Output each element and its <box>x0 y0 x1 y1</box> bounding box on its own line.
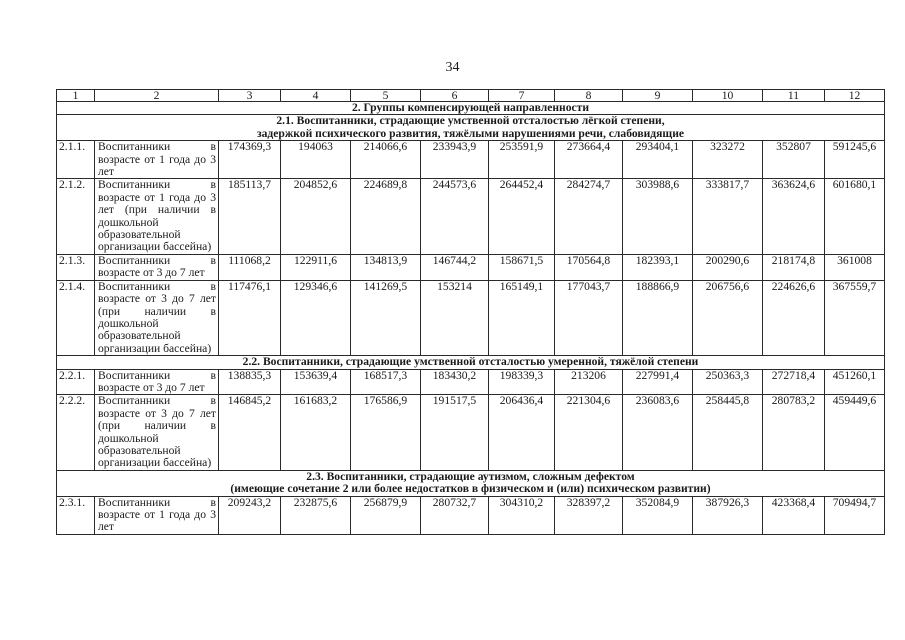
cost-value-cell: 183430,2 <box>421 369 489 395</box>
column-number: 4 <box>281 90 351 102</box>
table-row <box>57 141 885 179</box>
cost-table <box>56 89 885 535</box>
cost-value-cell: 273664,4 <box>555 141 623 179</box>
cost-value-cell: 209243,2 <box>219 496 281 534</box>
row-description: Воспитанники в возрасте от 3 до 7 лет <box>95 254 219 280</box>
cost-value-cell: 165149,1 <box>489 280 555 355</box>
column-number: 10 <box>693 90 763 102</box>
table-row <box>57 369 885 395</box>
cost-value-cell: 224626,6 <box>763 280 825 355</box>
table-row <box>57 496 885 534</box>
column-number: 12 <box>825 90 885 102</box>
cost-value-cell: 168517,3 <box>351 369 421 395</box>
cost-value-cell: 170564,8 <box>555 254 623 280</box>
cost-value-cell: 177043,7 <box>555 280 623 355</box>
cost-value-cell: 352807 <box>763 141 825 179</box>
cost-value-cell: 204852,6 <box>281 179 351 254</box>
row-code: 2.1.3. <box>57 254 95 280</box>
cost-value-cell: 304310,2 <box>489 496 555 534</box>
section-heading-row <box>57 470 885 496</box>
row-description: Воспитанники в возрасте от 3 до 7 лет (при наличии в дошкольной образовательной организации бассейна) <box>95 395 219 470</box>
column-number: 2 <box>95 90 219 102</box>
cost-value-cell: 206756,6 <box>693 280 763 355</box>
section-heading-row <box>57 115 885 141</box>
cost-value-cell: 194063 <box>281 141 351 179</box>
column-number: 6 <box>421 90 489 102</box>
cost-value-cell: 591245,6 <box>825 141 885 179</box>
cost-value-cell: 182393,1 <box>623 254 693 280</box>
row-code: 2.3.1. <box>57 496 95 534</box>
row-code: 2.1.1. <box>57 141 95 179</box>
section-heading: 2. Группы компенсирующей направленности <box>57 102 885 115</box>
cost-value-cell: 200290,6 <box>693 254 763 280</box>
cost-value-cell: 236083,6 <box>623 395 693 470</box>
cost-value-cell: 264452,4 <box>489 179 555 254</box>
section-heading-line: 2.1. Воспитанники, страдающие умственной отсталостью лёгкой степени, <box>276 114 665 128</box>
cost-value-cell: 174369,3 <box>219 141 281 179</box>
table-row <box>57 254 885 280</box>
cost-value-cell: 227991,4 <box>623 369 693 395</box>
column-number-row <box>57 90 885 102</box>
cost-value-cell: 153214 <box>421 280 489 355</box>
cost-value-cell: 233943,9 <box>421 141 489 179</box>
section-heading <box>57 115 885 141</box>
table-row <box>57 179 885 254</box>
row-description: Воспитанники в возрасте от 3 до 7 лет <box>95 369 219 395</box>
cost-value-cell: 224689,8 <box>351 179 421 254</box>
section-heading-line: 2.3. Воспитанники, страдающие аутизмом, сложным дефектом <box>306 470 635 483</box>
cost-value-cell: 221304,6 <box>555 395 623 470</box>
cost-value-cell: 244573,6 <box>421 179 489 254</box>
cost-value-cell: 134813,9 <box>351 254 421 280</box>
cost-value-cell: 387926,3 <box>693 496 763 534</box>
table-row <box>57 280 885 355</box>
cost-value-cell: 250363,3 <box>693 369 763 395</box>
section-heading: 2.2. Воспитанники, страдающие умственной отсталостью умеренной, тяжёлой степени <box>57 356 885 369</box>
cost-value-cell: 161683,2 <box>281 395 351 470</box>
cost-value-cell: 709494,7 <box>825 496 885 534</box>
row-description: Воспитанники в возрасте от 3 до 7 лет (при наличии в дошкольной образовательной организации бассейна) <box>95 280 219 355</box>
row-description: Воспитанники в возрасте от 1 года до 3 лет <box>95 496 219 534</box>
cost-value-cell: 176586,9 <box>351 395 421 470</box>
table-body <box>57 90 885 535</box>
section-heading-line: задержкой психического развития, тяжёлыми нарушениями речи, слабовидящие <box>256 126 685 140</box>
cost-value-cell: 272718,4 <box>763 369 825 395</box>
section-heading-line: (имеющие сочетание 2 или более недостатков в физическом и (или) психическом развитии) <box>230 482 711 496</box>
column-number: 1 <box>57 90 95 102</box>
cost-value-cell: 328397,2 <box>555 496 623 534</box>
cost-value-cell: 218174,8 <box>763 254 825 280</box>
cost-value-cell: 129346,6 <box>281 280 351 355</box>
cost-value-cell: 138835,3 <box>219 369 281 395</box>
row-code: 2.2.2. <box>57 395 95 470</box>
cost-value-cell: 323272 <box>693 141 763 179</box>
row-description: Воспитанники в возрасте от 1 года до 3 лет <box>95 141 219 179</box>
cost-value-cell: 284274,7 <box>555 179 623 254</box>
row-description: Воспитанники в возрасте от 1 года до 3 лет (при наличии в дошкольной образовательной организации бассейна) <box>95 179 219 254</box>
cost-value-cell: 122911,6 <box>281 254 351 280</box>
column-number: 3 <box>219 90 281 102</box>
column-number: 8 <box>555 90 623 102</box>
cost-value-cell: 303988,6 <box>623 179 693 254</box>
cost-value-cell: 258445,8 <box>693 395 763 470</box>
cost-value-cell: 146744,2 <box>421 254 489 280</box>
cost-value-cell: 293404,1 <box>623 141 693 179</box>
cost-value-cell: 146845,2 <box>219 395 281 470</box>
cost-value-cell: 188866,9 <box>623 280 693 355</box>
cost-value-cell: 459449,6 <box>825 395 885 470</box>
cost-value-cell: 423368,4 <box>763 496 825 534</box>
cost-value-cell: 213206 <box>555 369 623 395</box>
cost-value-cell: 141269,5 <box>351 280 421 355</box>
cost-value-cell: 191517,5 <box>421 395 489 470</box>
cost-value-cell: 363624,6 <box>763 179 825 254</box>
section-heading <box>57 470 885 496</box>
cost-value-cell: 280783,2 <box>763 395 825 470</box>
section-heading-row <box>57 102 885 115</box>
cost-value-cell: 198339,3 <box>489 369 555 395</box>
table-row <box>57 395 885 470</box>
column-number: 9 <box>623 90 693 102</box>
cost-value-cell: 253591,9 <box>489 141 555 179</box>
cost-value-cell: 451260,1 <box>825 369 885 395</box>
cost-value-cell: 185113,7 <box>219 179 281 254</box>
cost-value-cell: 367559,7 <box>825 280 885 355</box>
cost-value-cell: 111068,2 <box>219 254 281 280</box>
section-heading-row <box>57 356 885 369</box>
row-code: 2.2.1. <box>57 369 95 395</box>
column-number: 5 <box>351 90 421 102</box>
column-number: 7 <box>489 90 555 102</box>
row-code: 2.1.4. <box>57 280 95 355</box>
cost-value-cell: 333817,7 <box>693 179 763 254</box>
cost-value-cell: 280732,7 <box>421 496 489 534</box>
cost-value-cell: 256879,9 <box>351 496 421 534</box>
cost-value-cell: 232875,6 <box>281 496 351 534</box>
cost-value-cell: 214066,6 <box>351 141 421 179</box>
cost-value-cell: 158671,5 <box>489 254 555 280</box>
cost-value-cell: 117476,1 <box>219 280 281 355</box>
row-code: 2.1.2. <box>57 179 95 254</box>
cost-value-cell: 206436,4 <box>489 395 555 470</box>
cost-value-cell: 153639,4 <box>281 369 351 395</box>
page-number: 34 <box>445 60 460 75</box>
cost-value-cell: 361008 <box>825 254 885 280</box>
column-number: 11 <box>763 90 825 102</box>
cost-value-cell: 352084,9 <box>623 496 693 534</box>
cost-value-cell: 601680,1 <box>825 179 885 254</box>
